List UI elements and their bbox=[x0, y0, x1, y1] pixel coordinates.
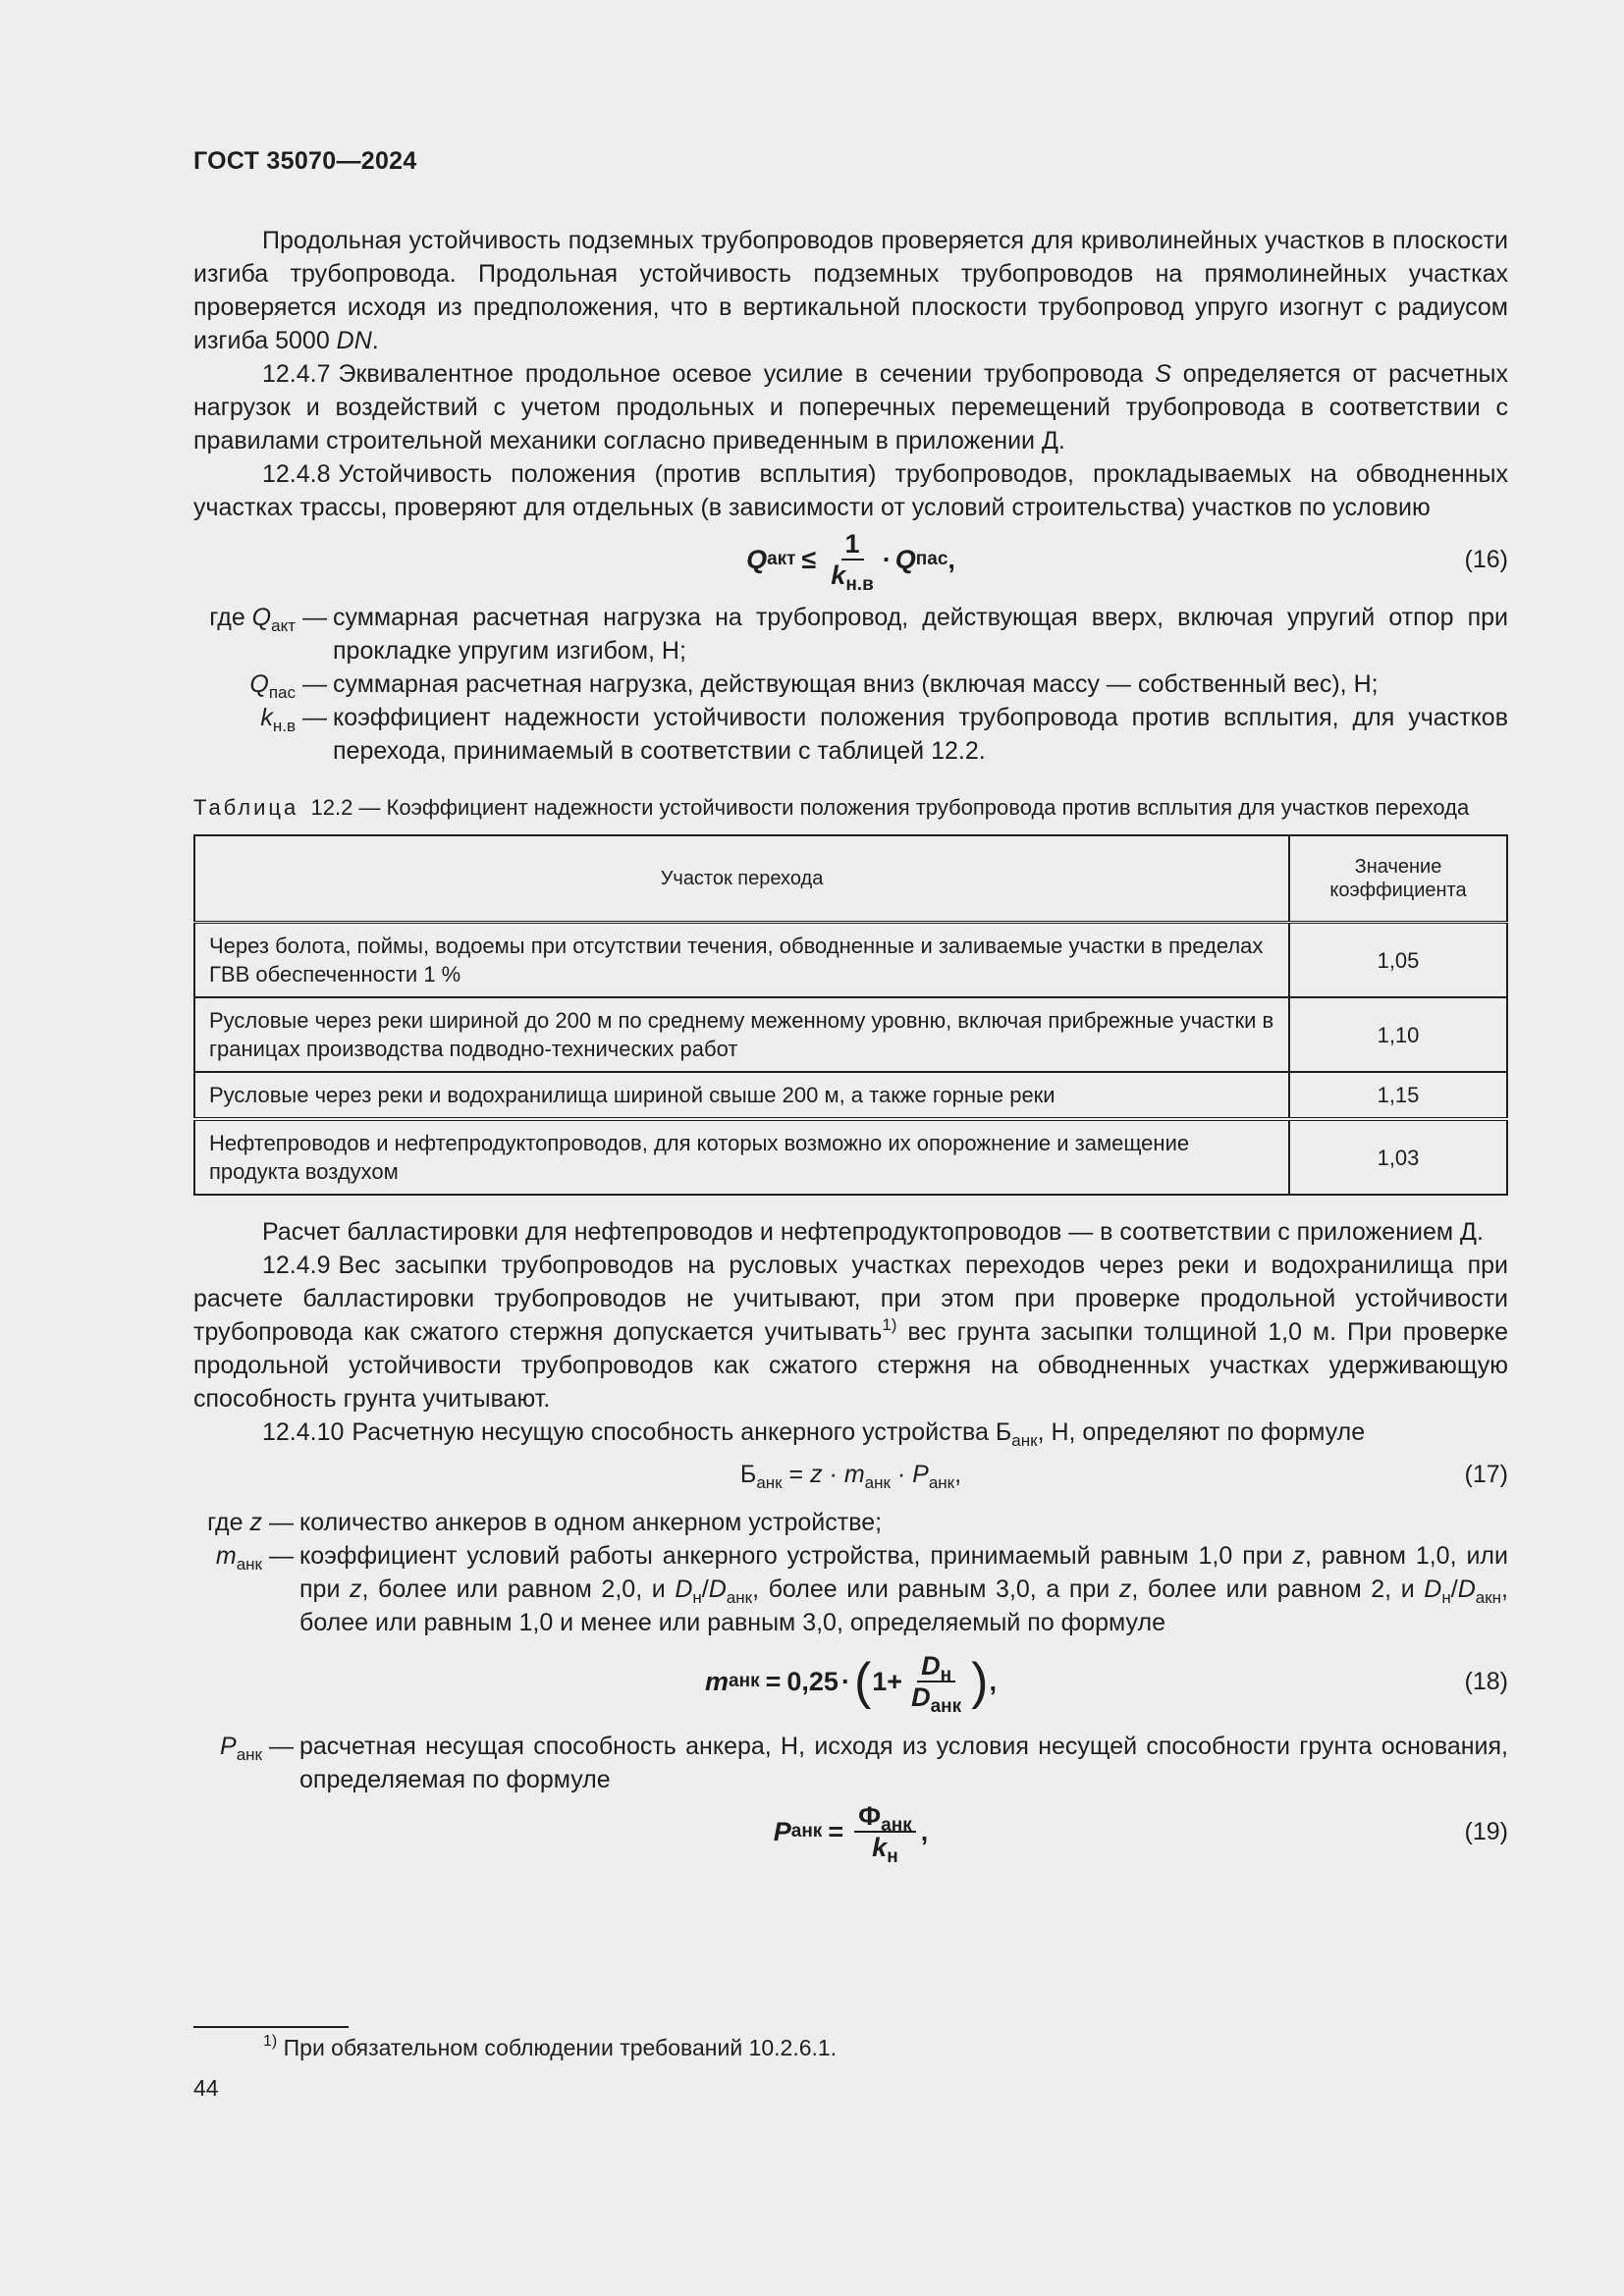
fraction bbox=[907, 1651, 965, 1717]
symbol-phi: Ф bbox=[858, 1801, 882, 1831]
clause-number: 12.4.10 bbox=[262, 1418, 345, 1446]
definition-row bbox=[193, 1506, 1508, 1539]
variable-s: S bbox=[1155, 360, 1171, 388]
definition-text bbox=[299, 1539, 1508, 1639]
column-header-value: Значение коэффициента bbox=[1289, 835, 1507, 923]
formula-16-expression: Q акт ≤ $\frac{1}{k_{н.в}}$ · Q пас , bbox=[746, 529, 955, 595]
operator-dot: · bbox=[840, 1667, 850, 1696]
definitions-formula-16 bbox=[193, 601, 1508, 768]
left-parenthesis: ( bbox=[853, 1653, 872, 1710]
subscript-ank: анк bbox=[864, 1473, 891, 1492]
fraction-denominator bbox=[868, 1833, 902, 1867]
subscript-ank: анк bbox=[236, 1745, 262, 1764]
fraction-numerator bbox=[854, 1801, 916, 1836]
symbol-q: Q bbox=[746, 545, 768, 574]
table-cell-value: 1,15 bbox=[1289, 1072, 1507, 1119]
operator-dot: · bbox=[890, 1461, 913, 1488]
paragraph-12-4-7 bbox=[193, 357, 1508, 457]
definition-row bbox=[193, 1539, 1508, 1639]
fraction-denominator bbox=[827, 561, 877, 595]
document-header: ГОСТ 35070—2024 bbox=[193, 147, 417, 175]
column-header-section: Участок перехода bbox=[194, 835, 1289, 923]
definition-text-part: , равном 1,0, или при bbox=[299, 1542, 1508, 1603]
symbol-d: D bbox=[1457, 1575, 1476, 1603]
paragraph-ballast: Расчет балластировки для нефтепроводов и нефтепродуктопроводов — в соответствии с приложением Д. bbox=[262, 1218, 1484, 1246]
subscript-ank: анк bbox=[1011, 1431, 1038, 1450]
operator-equals: = bbox=[828, 1817, 844, 1846]
table-row bbox=[194, 1119, 1507, 1195]
operator-slash: / bbox=[701, 1575, 709, 1603]
clause-number: 12.4.7 bbox=[262, 360, 331, 388]
operator-dot: · bbox=[822, 1461, 844, 1488]
fraction-denominator bbox=[907, 1682, 965, 1717]
symbol-z: z bbox=[1292, 1542, 1306, 1570]
table-row bbox=[194, 1072, 1507, 1119]
definition-row bbox=[193, 701, 1508, 768]
page-number: 44 bbox=[193, 2075, 219, 2101]
definition-dash: — bbox=[302, 604, 327, 631]
symbol-z: z bbox=[810, 1461, 823, 1488]
symbol-p: P bbox=[220, 1733, 237, 1760]
where-word: где bbox=[207, 1509, 250, 1536]
coefficient-value: 0,25 bbox=[786, 1667, 839, 1696]
symbol-z: z bbox=[249, 1509, 262, 1536]
table-cell-section: Русловые через реки и водохранилища шириной свыше 200 м, а также горные реки bbox=[194, 1072, 1289, 1119]
operator-leq: ≤ bbox=[801, 545, 817, 574]
subscript-pas: пас bbox=[268, 683, 296, 702]
operator-slash: / bbox=[1450, 1575, 1458, 1603]
paragraph-12-4-10 bbox=[193, 1415, 1508, 1449]
subscript-n: н bbox=[940, 1665, 952, 1685]
definition-text: суммарная расчетная нагрузка на трубопровод, действующая вверх, включая упругий отпор при прокладке упругим изгибом, Н; bbox=[333, 604, 1508, 665]
table-cell-section: Русловые через реки шириной до 200 м по среднему меженному уровню, включая прибрежные участки в границах производства подводно-технических работ bbox=[194, 997, 1289, 1072]
definition-text: суммарная расчетная нагрузка, действующая вниз (включая массу — собственный вес), Н; bbox=[333, 670, 1379, 698]
table-cell-value: 1,10 bbox=[1289, 997, 1507, 1072]
table-caption bbox=[193, 793, 1508, 823]
subscript-ank: анк bbox=[928, 1473, 955, 1492]
definition-text-part: коэффициент условий работы анкерного устройства, принимаемый равным 1,0 при bbox=[299, 1542, 1293, 1570]
symbol-p: P bbox=[912, 1461, 929, 1488]
subscript-n: н bbox=[1441, 1588, 1451, 1607]
symbol-z: z bbox=[1118, 1575, 1132, 1603]
coefficient-table bbox=[193, 834, 1508, 1196]
paragraph-text: Вес засыпки трубопроводов на русловых участках переходов через реки и водохранилища при расчете балластировки трубопроводов не учитывают, при этом при проверке продольной устойчивости трубопровода как сжатого стержня допускается учитывать bbox=[193, 1252, 1508, 1346]
paragraph-12-4-8 bbox=[193, 457, 1508, 524]
subscript-ank: анк bbox=[726, 1588, 753, 1607]
subscript-ank: анк bbox=[930, 1696, 962, 1717]
definition-text-part: , более или равным 1,0 и менее или равным 3,0, определяемый по формуле bbox=[299, 1575, 1508, 1636]
definition-row bbox=[193, 667, 1508, 701]
table-label: Таблица bbox=[193, 795, 299, 820]
subscript-nv: н.в bbox=[845, 574, 874, 595]
formula-comma: , bbox=[947, 545, 955, 574]
right-parenthesis: ) bbox=[971, 1653, 989, 1710]
footnote-text: При обязательном соблюдении требований 10.2.6.1. bbox=[277, 2035, 838, 2060]
definition-term bbox=[193, 601, 296, 634]
symbol-d: D bbox=[911, 1682, 931, 1712]
paragraph-text: Расчетную несущую способность анкерного устройства Б bbox=[352, 1418, 1012, 1446]
definition-term bbox=[193, 1506, 262, 1539]
subscript-n: н bbox=[692, 1588, 702, 1607]
definition-term bbox=[193, 701, 296, 734]
definition-term bbox=[193, 667, 296, 701]
paragraph-12-4-9 bbox=[193, 1249, 1508, 1415]
paragraph-text: , Н, определяют по формуле bbox=[1037, 1418, 1366, 1446]
symbol-d: D bbox=[921, 1651, 941, 1681]
symbol-k: k bbox=[831, 561, 846, 590]
definitions-formula-17 bbox=[193, 1506, 1508, 1639]
subscript-ank: анк bbox=[881, 1815, 912, 1836]
footnote bbox=[263, 2032, 837, 2063]
symbol-k: k bbox=[260, 704, 273, 731]
equation-number: (16) bbox=[1464, 546, 1508, 573]
definition-row bbox=[193, 1730, 1508, 1796]
table-cell-section: Нефтепроводов и нефтепродуктопроводов, для которых возможно их опорожнение и замещение продукта воздухом bbox=[194, 1119, 1289, 1195]
fraction-numerator: 1 bbox=[841, 529, 864, 561]
symbol-q: Q bbox=[251, 604, 272, 631]
equation-number: (19) bbox=[1464, 1818, 1508, 1845]
where-word: где bbox=[209, 604, 252, 631]
table-cell-value: 1,03 bbox=[1289, 1119, 1507, 1195]
symbol-m: m bbox=[215, 1542, 237, 1570]
subscript-nv: н.в bbox=[272, 717, 296, 735]
definition-dash: — bbox=[269, 1509, 294, 1536]
table-header-row bbox=[194, 835, 1507, 923]
formula-17 bbox=[193, 1449, 1508, 1500]
definition-text: количество анкеров в одном анкерном устройстве; bbox=[299, 1509, 883, 1536]
subscript-n: н bbox=[887, 1846, 898, 1867]
clause-number: 12.4.8 bbox=[262, 460, 331, 488]
paragraph-text: определяется от расчетных нагрузок и воздействий с учетом продольных и поперечных перемещений трубопровода в соответствии с правилами строительной механики согласно приведенным в приложении Д. bbox=[193, 360, 1508, 454]
clause-number: 12.4.9 bbox=[262, 1252, 331, 1279]
symbol-z: z bbox=[350, 1575, 362, 1603]
formula-18 bbox=[193, 1639, 1508, 1724]
fraction-numerator bbox=[917, 1651, 955, 1685]
symbol-p: P bbox=[773, 1817, 791, 1846]
footnote-mark: 1) bbox=[263, 2033, 278, 2050]
table-cell-value: 1,05 bbox=[1289, 923, 1507, 998]
operator-dot: · bbox=[882, 545, 892, 574]
subscript-ank: анк bbox=[756, 1473, 783, 1492]
definition-text-part: , более или равном 2, и bbox=[1131, 1575, 1425, 1603]
variable-dn: DN bbox=[336, 327, 372, 354]
formula-comma: , bbox=[989, 1667, 997, 1696]
equation-number: (18) bbox=[1464, 1668, 1508, 1695]
definition-dash: — bbox=[302, 704, 327, 731]
formula-19-expression: P анк = $\frac{Ф_{анк}}{k_н}$ , bbox=[773, 1801, 929, 1867]
definition-row bbox=[193, 601, 1508, 667]
table-cell-section: Через болота, поймы, водоемы при отсутствии течения, обводненные и заливаемые участки в пределах ГВВ обеспеченности 1 % bbox=[194, 923, 1289, 998]
subscript-ank: анк bbox=[236, 1555, 262, 1574]
footnote-reference: 1) bbox=[882, 1315, 897, 1334]
formula-19 bbox=[193, 1796, 1508, 1867]
symbol-k: k bbox=[872, 1833, 888, 1862]
operator-equals: = bbox=[782, 1461, 811, 1488]
paragraph-text: Эквивалентное продольное осевое усилие в сечении трубопровода bbox=[338, 360, 1156, 388]
paragraph-text: Продольная устойчивость подземных трубопроводов проверяется для криволинейных участков в плоскости изгиба трубопровода. Продольная устойчивость подземных трубопроводов на прямолинейных участках проверяется исходя из предположения, что в вертикальной плоскости трубопровод упруго изогнут с радиусом изгиба 5000 bbox=[193, 227, 1508, 354]
operator-equals: = bbox=[765, 1667, 782, 1696]
formula-comma: , bbox=[920, 1817, 929, 1846]
subscript-akn: акн bbox=[1475, 1588, 1502, 1607]
paragraph-end: . bbox=[371, 327, 379, 354]
paragraph-longitudinal-stability bbox=[193, 224, 1508, 357]
paragraph-text: Устойчивость положения (против всплытия) трубопроводов, прокладываемых на обводненных участках трассы, проверяют для отдельных (в зависимости от условий строительства) участков по условию bbox=[193, 460, 1508, 521]
page-body bbox=[193, 224, 1508, 1867]
subscript-akt: акт bbox=[271, 616, 296, 635]
table-row bbox=[194, 923, 1507, 998]
fraction bbox=[854, 1801, 916, 1867]
definitions-formula-18 bbox=[193, 1730, 1508, 1796]
formula-17-expression bbox=[740, 1458, 961, 1491]
equation-number: (17) bbox=[1464, 1461, 1508, 1488]
symbol-d: D bbox=[708, 1575, 727, 1603]
symbol-m: m bbox=[705, 1667, 730, 1696]
symbol-q: Q bbox=[249, 670, 269, 698]
paragraph-text: вес грунта засыпки толщиной 1,0 м. При проверке продольной устойчивости трубопроводов как сжатого стержня на обводненных участках удерживающую способность грунта учитывают. bbox=[193, 1318, 1509, 1413]
definition-text-part: , более или равном 2,0, и bbox=[361, 1575, 676, 1603]
definition-dash: — bbox=[269, 1542, 294, 1570]
definition-dash: — bbox=[269, 1733, 294, 1760]
fraction bbox=[827, 529, 877, 595]
symbol-q: Q bbox=[894, 545, 916, 574]
table-row bbox=[194, 997, 1507, 1072]
symbol-d: D bbox=[1424, 1575, 1442, 1603]
table-title: 12.2 — Коэффициент надежности устойчивости положения трубопровода против всплытия для участков перехода bbox=[310, 795, 1470, 820]
symbol-b: Б bbox=[739, 1461, 757, 1488]
definition-text: расчетная несущая способность анкера, Н, исходя из условия несущей способности грунта основания, определяемая по формуле bbox=[299, 1733, 1508, 1793]
formula-16 bbox=[193, 524, 1508, 595]
symbol-m: m bbox=[843, 1461, 865, 1488]
formula-18-expression: m анк = 0,25 · ( 1+ $\frac{D_н}{D_{анк}}$ ) , bbox=[705, 1651, 997, 1717]
definition-term bbox=[193, 1730, 262, 1763]
definition-dash: — bbox=[302, 670, 327, 698]
symbol-d: D bbox=[675, 1575, 693, 1603]
definition-text-part: , более или равным 3,0, а при bbox=[752, 1575, 1119, 1603]
formula-comma: , bbox=[954, 1461, 962, 1488]
definition-text: коэффициент надежности устойчивости положения трубопровода против всплытия, для участков перехода, принимаемый в соответствии с таблицей 12.2. bbox=[333, 704, 1508, 765]
definition-term bbox=[193, 1539, 262, 1573]
one-plus: 1+ bbox=[872, 1667, 903, 1696]
footnote-separator bbox=[193, 2026, 349, 2028]
